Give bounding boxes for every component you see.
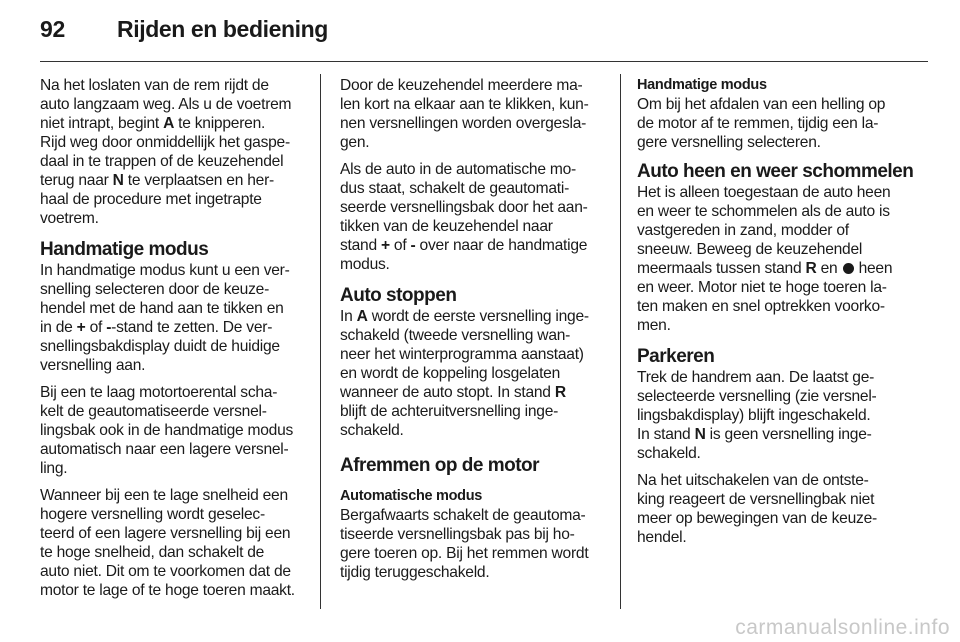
text-line: de motor af te remmen, tijdig een la- xyxy=(637,115,879,132)
text-line: motor te lage of te hoge toeren maakt. xyxy=(40,582,295,599)
text-line: dus staat, schakelt de geautomati- xyxy=(340,180,570,197)
text-line: In stand N is geen versnelling inge- xyxy=(637,426,872,443)
text-line: len kort na elkaar aan te klikken, kun- xyxy=(340,96,589,113)
text-line: schakeld. xyxy=(637,445,701,462)
text-line: voetrem. xyxy=(40,210,99,227)
text-line: schakeld (tweede versnelling wan- xyxy=(340,327,571,344)
text-line: Bij een te laag motortoerental scha- xyxy=(40,384,278,401)
text-line: blijft de achteruitversnelling inge- xyxy=(340,403,559,420)
column-1 xyxy=(40,76,312,608)
heading-auto-heen-en-weer-schommelen: Auto heen en weer schommelen xyxy=(637,161,914,182)
text-line: in de + of --stand te zetten. De ver- xyxy=(40,319,273,336)
text-line: tikken van de keuzehendel naar xyxy=(340,218,553,235)
text-line: nen versnellingen worden overgesla- xyxy=(340,115,587,132)
paragraph xyxy=(637,368,922,463)
paragraph xyxy=(637,183,922,335)
text-line: auto langzaam weg. Als u de voetrem xyxy=(40,96,292,113)
text-line: hogere versnelling wordt geselec- xyxy=(40,506,265,523)
text-line: te hoge snelheid, dan schakelt de xyxy=(40,544,265,561)
text-line: auto niet. Dit om te voorkomen dat de xyxy=(40,563,291,580)
text-line: niet intrapt, begint A te knipperen. xyxy=(40,115,266,132)
paragraph xyxy=(40,261,312,375)
text-line: Door de keuzehendel meerdere ma- xyxy=(340,77,583,94)
text-line: wanneer de auto stopt. In stand R xyxy=(340,384,566,401)
text-line: teerd of een lagere versnelling bij een xyxy=(40,525,291,542)
text-line: haal de procedure met ingetrapte xyxy=(40,191,262,208)
text-line: king reageert de versnellingbak niet xyxy=(637,491,875,508)
text-line: automatisch naar een lagere versnel- xyxy=(40,441,289,458)
gear-position-dot-icon xyxy=(843,263,854,274)
text-line: snelling selecteren door de keuze- xyxy=(40,281,270,298)
subheading-automatische-modus: Automatische modus xyxy=(340,488,483,504)
page-title: Rijden en bediening xyxy=(117,16,328,42)
heading-parkeren: Parkeren xyxy=(637,346,715,367)
text-line: en weer te schommelen als de auto is xyxy=(637,203,890,220)
paragraph xyxy=(637,95,922,152)
text-line: Wanneer bij een te lage snelheid een xyxy=(40,487,288,504)
text-line: selecteerde versnelling (zie versnel- xyxy=(637,388,877,405)
text-line: schakeld. xyxy=(340,422,404,439)
text-line: tijdig teruggeschakeld. xyxy=(340,564,490,581)
text-line: Trek de handrem aan. De laatst ge- xyxy=(637,369,875,386)
text-line: versnelling aan. xyxy=(40,357,146,374)
column-3 xyxy=(637,76,922,555)
paragraph xyxy=(340,76,612,152)
text-line: gere toeren op. Bij het remmen wordt xyxy=(340,545,589,562)
heading-handmatige-modus: Handmatige modus xyxy=(40,239,209,260)
text-line: Om bij het afdalen van een helling op xyxy=(637,96,886,113)
paragraph xyxy=(40,486,312,600)
text-line: seerde versnellingsbak door het aan- xyxy=(340,199,588,216)
watermark: carmanualsonline.info xyxy=(735,616,950,639)
column-divider-2 xyxy=(620,74,621,609)
text-line: In A wordt de eerste versnelling inge- xyxy=(340,308,589,325)
text-line: snellingsbakdisplay duidt de huidige xyxy=(40,338,280,355)
text-line: Na het loslaten van de rem rijdt de xyxy=(40,77,269,94)
text-line: terug naar N te verplaatsen en her- xyxy=(40,172,274,189)
text-line: Het is alleen toegestaan de auto heen xyxy=(637,184,891,201)
text-line: meer op bewegingen van de keuze- xyxy=(637,510,877,527)
text-line: Na het uitschakelen van de ontste- xyxy=(637,472,869,489)
text-line: stand + of - over naar de handmatige xyxy=(340,237,588,254)
text-line: Rijd weg door onmiddellijk het gaspe- xyxy=(40,134,290,151)
heading-auto-stoppen: Auto stoppen xyxy=(340,285,457,306)
column-divider-1 xyxy=(320,74,321,609)
paragraph xyxy=(340,160,612,274)
text-line: kelt de geautomatiseerde versnel- xyxy=(40,403,267,420)
paragraph xyxy=(637,471,922,547)
text-line: ling. xyxy=(40,460,68,477)
text-line: vastgereden in zand, modder of xyxy=(637,222,849,239)
text-line: hendel met de hand aan te tikken en xyxy=(40,300,284,317)
subheading-handmatige-modus: Handmatige modus xyxy=(637,77,767,93)
paragraph xyxy=(40,383,312,478)
text-line: hendel. xyxy=(637,529,687,546)
paragraph xyxy=(340,506,612,582)
text-line: neer het winterprogramma aanstaat) xyxy=(340,346,584,363)
text-line: tiseerde versnellingsbak pas bij ho- xyxy=(340,526,575,543)
text-line: gen. xyxy=(340,134,370,151)
text-line: lingsbak ook in de handmatige modus xyxy=(40,422,294,439)
text-line: daal in te trappen of de keuzehendel xyxy=(40,153,284,170)
text-line: en weer. Motor niet te hoge toeren la- xyxy=(637,279,887,296)
paragraph xyxy=(340,307,612,440)
text-line: sneeuw. Beweeg de keuzehendel xyxy=(637,241,863,258)
header-rule xyxy=(40,61,928,62)
page-header xyxy=(40,16,920,50)
text-line: gere versnelling selecteren. xyxy=(637,134,821,151)
text-line: meermaals tussen stand R en heen xyxy=(637,260,893,277)
column-2 xyxy=(340,76,612,590)
text-line: In handmatige modus kunt u een ver- xyxy=(40,262,290,279)
paragraph xyxy=(40,76,312,228)
text-line: Als de auto in de automatische mo- xyxy=(340,161,576,178)
text-line: Bergafwaarts schakelt de geautoma- xyxy=(340,507,586,524)
heading-afremmen-op-de-motor: Afremmen op de motor xyxy=(340,455,540,476)
text-line: modus. xyxy=(340,256,390,273)
text-line: men. xyxy=(637,317,671,334)
text-line: ten maken en snel optrekken voorko- xyxy=(637,298,885,315)
page-number: 92 xyxy=(40,16,65,42)
text-line: en wordt de koppeling losgelaten xyxy=(340,365,561,382)
text-line: lingsbakdisplay) blijft ingeschakeld. xyxy=(637,407,871,424)
